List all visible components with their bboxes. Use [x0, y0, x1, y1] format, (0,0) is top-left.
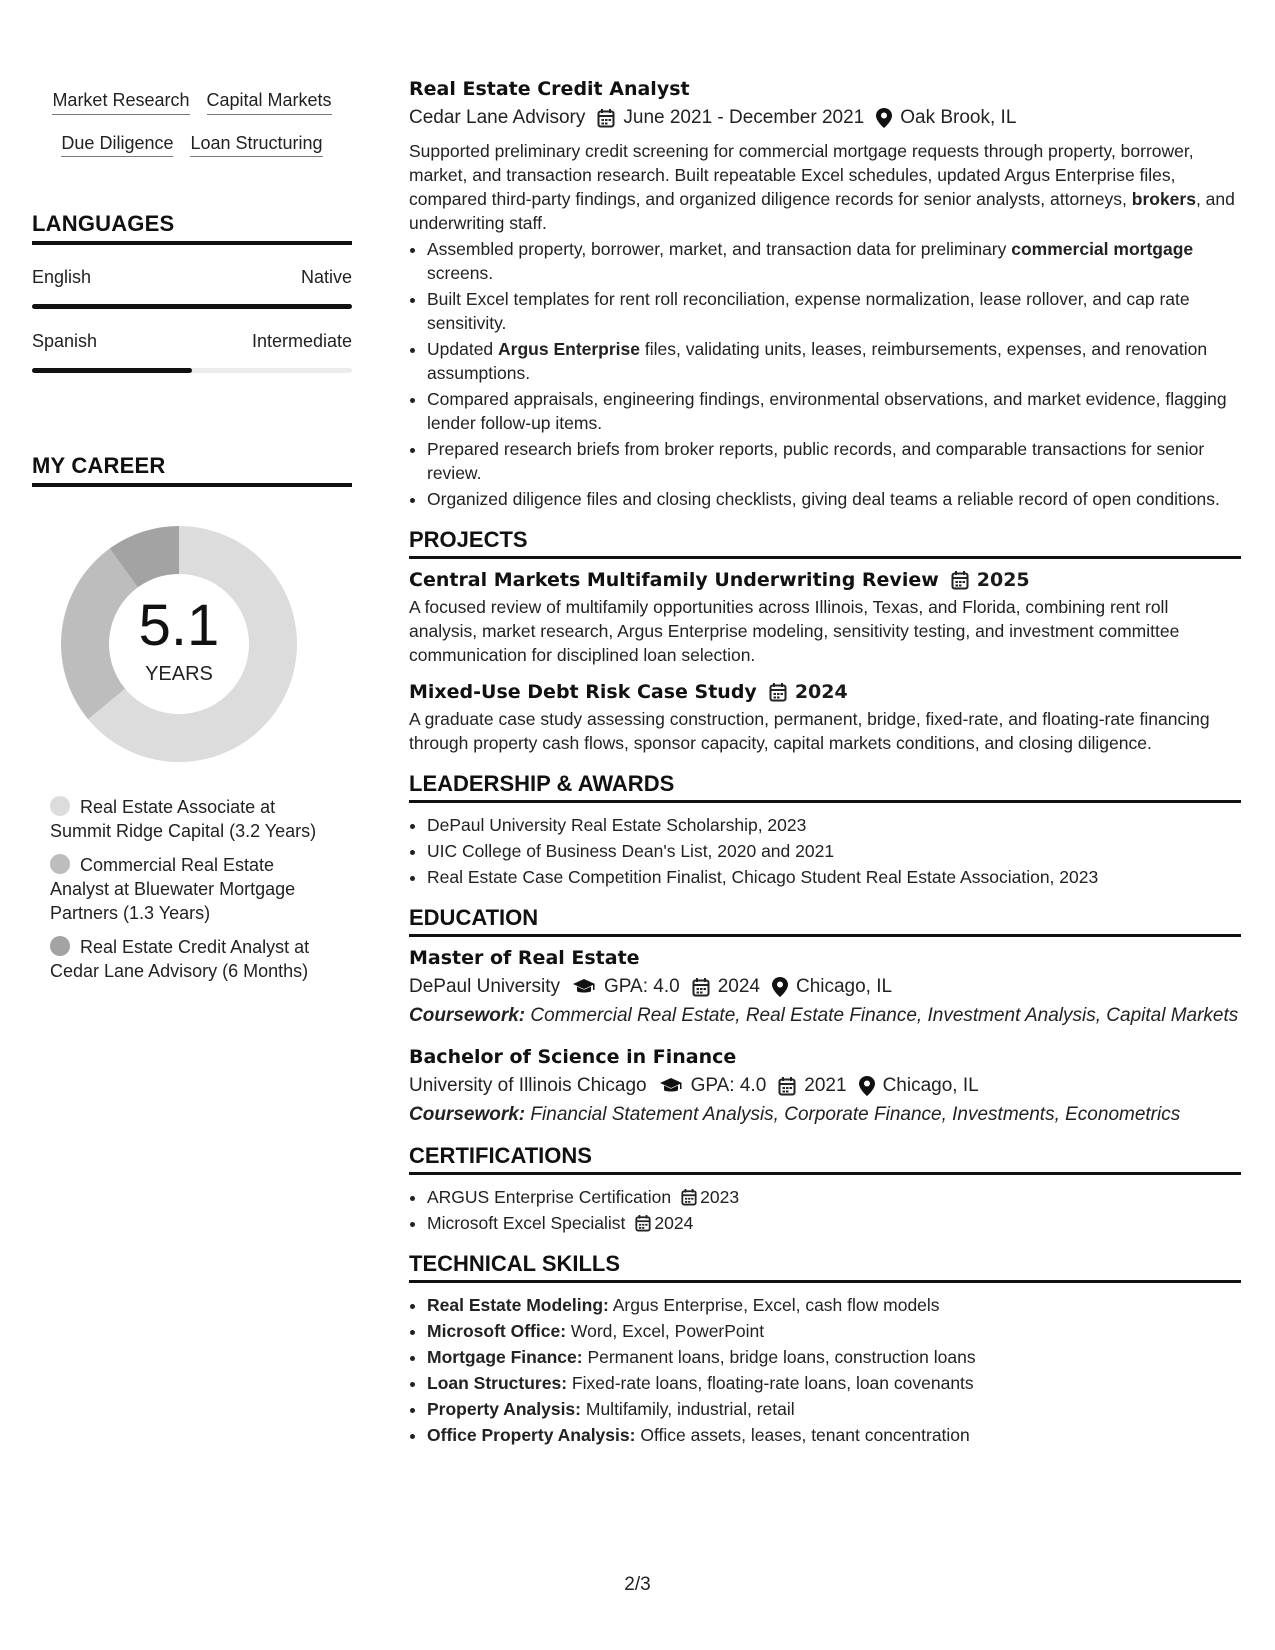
certifications-heading: CERTIFICATIONS — [409, 1143, 1241, 1175]
summary-text: , and underwriting staff. — [409, 189, 1235, 233]
company-name: Cedar Lane Advisory — [409, 107, 586, 128]
skill-label: Mortgage Finance: — [427, 1347, 583, 1367]
skill-item — [427, 1345, 1241, 1369]
job-bullet: • Compared appraisals, engineering findings, environmental observations, and market evidence, flagging lender follow-up items. — [427, 387, 1241, 435]
technical-skills-list — [427, 1293, 1241, 1447]
school-name: University of Illinois Chicago — [409, 1075, 647, 1096]
language-name: English — [32, 267, 92, 288]
certification-year: 2023 — [700, 1187, 740, 1207]
gpa: GPA: 4.0 — [690, 1075, 767, 1096]
skill-value: Multifamily, industrial, retail — [585, 1399, 795, 1419]
job-bullet: • Built Excel templates for rent roll reconciliation, expense normalization, lease rollover, and cap rate sensitivity. — [427, 287, 1241, 335]
coursework — [409, 1004, 1241, 1028]
skill-tag: Market Research — [52, 78, 189, 115]
career-legend-item — [50, 935, 320, 983]
summary-text: Supported preliminary credit screening for commercial mortgage requests through property, borrower, market, and transaction research. Built repeatable Excel schedules, updated Argus Enterprise files, compared third-party findings, and organized diligence records for senior analysts, attorneys, — [409, 141, 1194, 209]
calendar-icon — [681, 1188, 697, 1206]
leadership-item: • Real Estate Case Competition Finalist, Chicago Student Real Estate Association, 2023 — [427, 865, 1241, 889]
language-bar — [32, 304, 352, 309]
job-bullets — [427, 237, 1241, 511]
skill-label: Real Estate Modeling: — [427, 1295, 609, 1315]
career-legend-item — [50, 795, 320, 843]
school-location: Chicago, IL — [882, 1075, 979, 1096]
certification-name: • Microsoft Excel Specialist — [427, 1213, 626, 1233]
project-title: Mixed-Use Debt Risk Case Study — [409, 681, 757, 703]
skill-tag: Loan Structuring — [190, 121, 322, 158]
skill-value: Permanent loans, bridge loans, construction loans — [587, 1347, 976, 1367]
coursework-label: Coursework: — [409, 1005, 526, 1026]
leadership-item: • DePaul University Real Estate Scholarship, 2023 — [427, 813, 1241, 837]
skill-value: Argus Enterprise, Excel, cash flow models — [612, 1295, 940, 1315]
certification-year: 2024 — [654, 1213, 694, 1233]
leadership-list — [427, 813, 1241, 889]
main-content — [409, 78, 1241, 1447]
project-year: 2025 — [976, 569, 1030, 591]
project-title-row — [409, 569, 1241, 591]
projects-heading: PROJECTS — [409, 527, 1241, 559]
calendar-icon — [778, 1076, 796, 1096]
languages-heading: LANGUAGES — [32, 211, 352, 245]
skill-value: Word, Excel, PowerPoint — [570, 1321, 765, 1341]
certification-item — [427, 1211, 1241, 1235]
school-location: Chicago, IL — [795, 976, 893, 997]
language-bar-fill — [32, 368, 192, 373]
language-level: Native — [300, 267, 352, 288]
project-entry — [409, 569, 1241, 667]
calendar-icon — [692, 977, 710, 997]
skill-label: Microsoft Office: — [427, 1321, 567, 1341]
career-legend — [50, 795, 320, 983]
graduation-year: 2024 — [717, 976, 760, 997]
map-pin-icon — [772, 977, 788, 997]
legend-dot — [50, 854, 70, 874]
graduation-cap-icon — [659, 1077, 683, 1095]
skill-item — [427, 1423, 1241, 1447]
language-name: Spanish — [32, 331, 98, 352]
summary-bold-text: brokers — [1131, 189, 1196, 209]
calendar-icon — [769, 682, 787, 702]
job-meta — [409, 107, 1241, 129]
language-level: Intermediate — [251, 331, 352, 352]
career-years-unit: YEARS — [145, 663, 213, 686]
calendar-icon — [597, 108, 615, 128]
technical-skills-heading: TECHNICAL SKILLS — [409, 1251, 1241, 1283]
sidebar — [32, 78, 352, 993]
skill-tag: Due Diligence — [61, 121, 173, 158]
skill-value: Office assets, leases, tenant concentration — [640, 1425, 970, 1445]
job-bullet: • Prepared research briefs from broker reports, public records, and comparable transactions for senior review. — [427, 437, 1241, 485]
skill-item — [427, 1319, 1241, 1343]
education-entry — [409, 947, 1241, 1028]
career-legend-label: Commercial Real Estate Analyst at Bluewater Mortgage Partners (1.3 Years) — [50, 855, 296, 924]
map-pin-icon — [876, 108, 892, 128]
career-legend-item — [50, 853, 320, 925]
language-bar-fill — [32, 304, 352, 309]
career-legend-label: Real Estate Credit Analyst at Cedar Lane Advisory (6 Months) — [50, 937, 310, 982]
career-donut-chart — [54, 519, 304, 769]
calendar-icon — [951, 570, 969, 590]
language-bar — [32, 368, 352, 373]
skill-item — [427, 1371, 1241, 1395]
skill-item — [427, 1293, 1241, 1317]
skill-label: Property Analysis: — [427, 1399, 581, 1419]
gpa: GPA: 4.0 — [604, 976, 680, 997]
education-heading: EDUCATION — [409, 905, 1241, 937]
career-total-years: 5.1 — [138, 593, 220, 659]
coursework-label: Coursework: — [409, 1104, 526, 1125]
leadership-item: • UIC College of Business Dean's List, 2020 and 2021 — [427, 839, 1241, 863]
project-description: A graduate case study assessing construction, permanent, bridge, fixed-rate, and floating-rate financing through property cash flows, sponsor capacity, capital markets conditions, and closing diligence. — [409, 709, 1210, 753]
language-entry — [32, 267, 352, 309]
skill-item — [427, 1397, 1241, 1421]
calendar-icon — [635, 1214, 651, 1232]
job-bullet: • Assembled property, borrower, market, and transaction data for preliminary commercial mortgage screens. — [427, 237, 1241, 285]
education-meta — [409, 1075, 1241, 1097]
skill-label: Office Property Analysis: — [427, 1425, 636, 1445]
skill-tag: Capital Markets — [207, 78, 332, 115]
career-heading: MY CAREER — [32, 453, 352, 487]
education-entry — [409, 1046, 1241, 1127]
graduation-year: 2021 — [804, 1075, 847, 1096]
career-legend-label: Real Estate Associate at Summit Ridge Capital (3.2 Years) — [50, 797, 317, 842]
project-title-row — [409, 681, 1241, 703]
degree-title: Master of Real Estate — [409, 947, 640, 969]
degree-title: Bachelor of Science in Finance — [409, 1046, 737, 1068]
experience-entry — [409, 78, 1241, 511]
job-summary — [409, 139, 1241, 235]
legend-dot — [50, 936, 70, 956]
legend-dot — [50, 796, 70, 816]
certification-name: • ARGUS Enterprise Certification — [427, 1187, 672, 1207]
school-name: DePaul University — [409, 976, 560, 997]
coursework — [409, 1103, 1241, 1127]
skill-tags — [32, 78, 352, 163]
project-entry — [409, 681, 1241, 755]
education-meta — [409, 976, 1241, 998]
skill-value: Fixed-rate loans, floating-rate loans, loan covenants — [571, 1373, 974, 1393]
job-bullet: • Updated Argus Enterprise files, validating units, leases, reimbursements, expenses, and renovation assumptions. — [427, 337, 1241, 385]
project-title: Central Markets Multifamily Underwriting Review — [409, 569, 939, 591]
job-location: Oak Brook, IL — [900, 107, 1017, 128]
job-title: Real Estate Credit Analyst — [409, 78, 690, 100]
skill-label: Loan Structures: — [427, 1373, 568, 1393]
job-bullet: • Organized diligence files and closing checklists, giving deal teams a reliable record of open conditions. — [427, 487, 1241, 511]
graduation-cap-icon — [572, 978, 596, 996]
project-year: 2024 — [794, 681, 848, 703]
coursework-text: Financial Statement Analysis, Corporate Finance, Investments, Econometrics — [530, 1104, 1181, 1125]
job-dates: June 2021 - December 2021 — [623, 107, 865, 128]
certification-item — [427, 1185, 1241, 1209]
language-entry — [32, 331, 352, 373]
coursework-text: Commercial Real Estate, Real Estate Finance, Investment Analysis, Capital Markets — [530, 1005, 1239, 1026]
page-number: 2/3 — [624, 1574, 651, 1595]
certifications-list — [427, 1185, 1241, 1235]
project-description: A focused review of multifamily opportunities across Illinois, Texas, and Florida, combining rent roll analysis, market research, Argus Enterprise modeling, sensitivity testing, and investment committee communication for disciplined loan selection. — [409, 597, 1180, 665]
leadership-heading: LEADERSHIP & AWARDS — [409, 771, 1241, 803]
map-pin-icon — [859, 1076, 875, 1096]
